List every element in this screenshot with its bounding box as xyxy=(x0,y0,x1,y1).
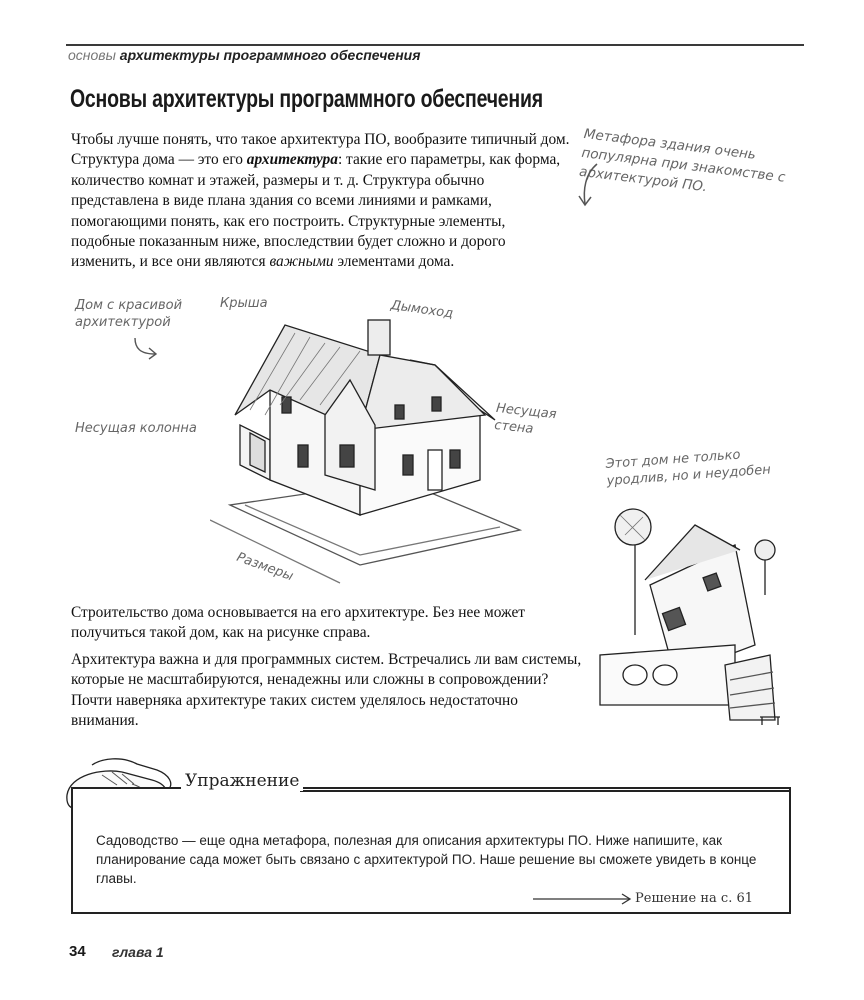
solution-arrow-icon xyxy=(533,893,633,905)
intro-text-2: : такие его параметры, как форма, количество комнат и этажей, размеры и т. д. Структура обычно представлена в виде плана здания со всеми линиями и рамками, помогающими понять, как его построить. Структурные элементы, подобные показанным ниже, впоследствии будет сложно и дорого изменить, и все они являются xyxy=(71,151,561,271)
chapter-label: глава 1 xyxy=(112,944,164,960)
label-load-bearing-wall: Несущая стена xyxy=(493,400,558,437)
label-chimney: Дымоход xyxy=(389,297,455,322)
label-roof: Крыша xyxy=(220,296,268,311)
paragraph-house-foundation: Строительство дома основывается на его архитектуре. Без нее может получиться такой дом, как на рисунке справа. xyxy=(71,604,526,642)
intro-keyword: архитектура xyxy=(246,151,338,169)
label-ugly-house: Этот дом не только уродлив, но и неудобен xyxy=(605,447,772,489)
nice-house-illustration xyxy=(210,315,530,585)
running-header-bold: архитектуры программного обеспечения xyxy=(119,47,421,63)
intro-text-3: элементами дома. xyxy=(333,253,455,271)
label-house-arrow-icon xyxy=(130,336,160,361)
intro-emphasis: важными xyxy=(269,253,334,271)
page-number: 34 xyxy=(69,943,86,960)
header-rule xyxy=(66,44,804,46)
label-nice-house: Дом с красивой архитектурой xyxy=(75,298,183,330)
intro-paragraph xyxy=(71,130,571,273)
running-header-light: основы xyxy=(68,47,116,63)
side-note-arrow-icon xyxy=(575,160,605,210)
paragraph-software-architecture: Архитектура важна и для программных систем. Встречались ли вам системы, которые не масштабируются, ненадежны или сложны в сопровождении? Почти наверняка архитектуре таких систем уделялось недостаточно внимания. xyxy=(71,651,582,730)
running-header xyxy=(68,47,420,63)
ugly-house-illustration xyxy=(595,495,785,735)
intro-text-1: Чтобы лучше понять, что такое архитектура ПО, вообразите типичный дом. Структура дома — это его xyxy=(71,131,570,169)
exercise-title-rule xyxy=(300,790,791,792)
exercise-title: Упражнение xyxy=(181,771,303,791)
solution-reference: Решение на с. 61 xyxy=(635,891,754,906)
label-load-bearing-column: Несущая колонна xyxy=(75,421,197,436)
label-dimensions: Размеры xyxy=(234,549,296,585)
exercise-text: Садоводство — еще одна метафора, полезная для описания архитектуры ПО. Ниже напишите, как планирование сада может быть связано с архитектурой ПО. Наше решение вы сможете увидеть в конце главы. xyxy=(96,833,757,886)
side-note: Метафора здания очень популярна при знакомстве с архитектурой ПО. xyxy=(578,125,787,196)
page-title: Основы архитектуры программного обеспечения xyxy=(70,85,543,113)
